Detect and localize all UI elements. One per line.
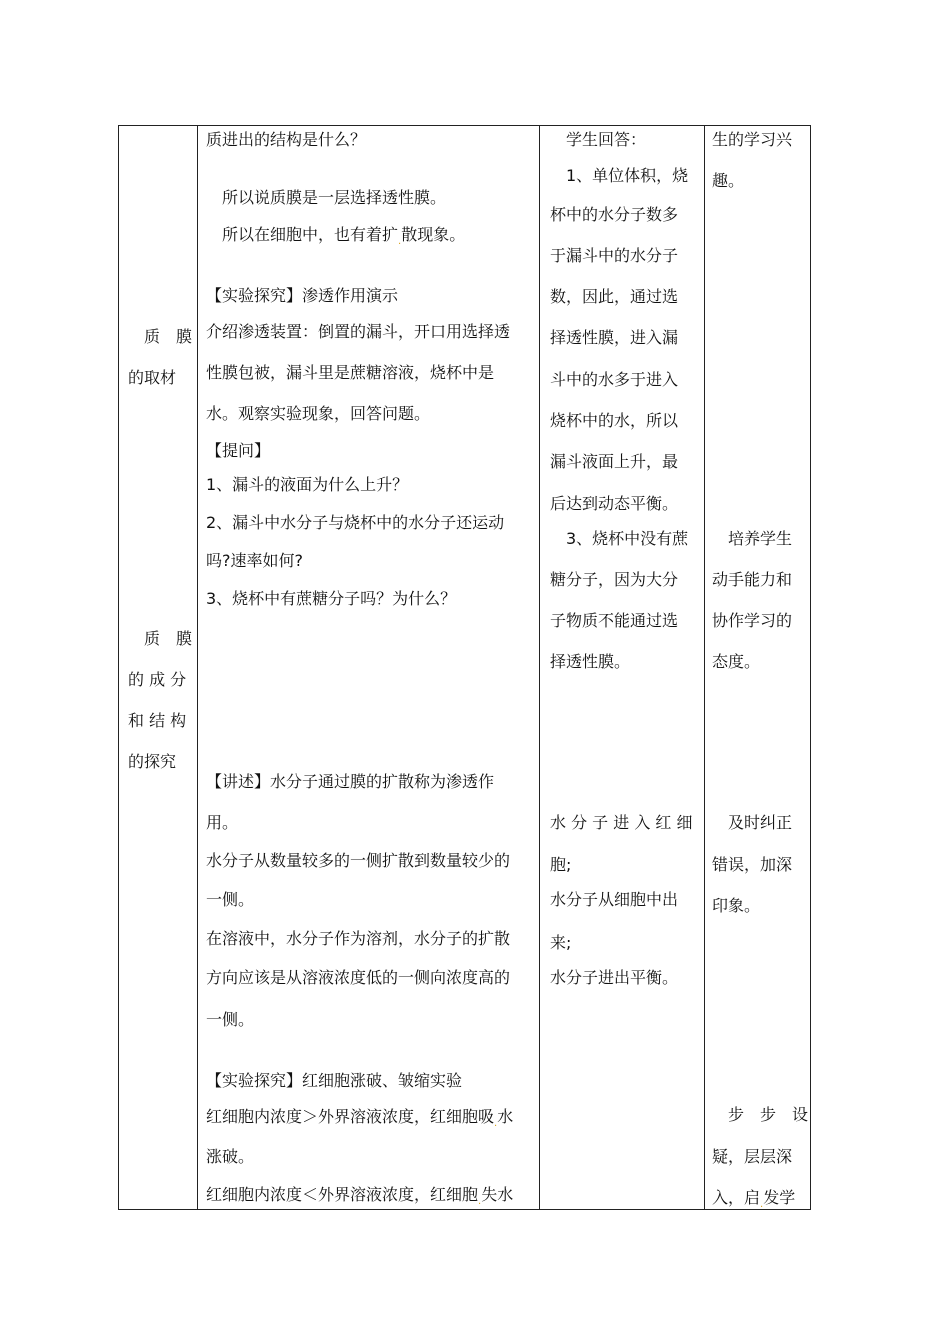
student-text: 水 分 子 进 入 红 细 bbox=[550, 813, 693, 832]
teacher-text: 一侧。 bbox=[206, 890, 255, 909]
section-title-text: 的 成 分 bbox=[128, 670, 187, 689]
student-text: 胞; bbox=[550, 855, 572, 874]
teacher-text: 红细胞内浓度＞外界溶液浓度，红细胞吸$_.$水 bbox=[206, 1107, 514, 1129]
question-text: 1、漏斗的液面为什么上升？ bbox=[206, 475, 409, 494]
student-text: 水分子进出平衡。 bbox=[550, 968, 679, 987]
student-text: 择透性膜。 bbox=[550, 652, 631, 671]
question-heading: 【提问】 bbox=[206, 441, 271, 460]
student-text: 后达到动态平衡。 bbox=[550, 494, 679, 513]
student-text: 杯中的水分子数多 bbox=[550, 205, 679, 224]
experiment-heading: 【实验探究】渗透作用演示 bbox=[206, 286, 399, 305]
question-text: 2、漏斗中水分子与烧杯中的水分子还运动 bbox=[206, 513, 505, 532]
intent-text: 入，启$_.$发学 bbox=[712, 1188, 796, 1210]
teacher-text: 水分子从数量较多的一侧扩散到数量较少的 bbox=[206, 851, 511, 870]
section-title-text: 的取材 bbox=[128, 368, 177, 387]
edit-mark-icon: . bbox=[494, 1118, 498, 1129]
teacher-text: 所以说质膜是一层选择透性膜。 bbox=[222, 188, 447, 207]
student-text: 1、单位体积，烧 bbox=[566, 166, 689, 185]
student-text: 烧杯中的水，所以 bbox=[550, 411, 679, 430]
section-title-text: 和 结 构 bbox=[128, 711, 187, 730]
intent-text: 生的学习兴 bbox=[712, 130, 793, 149]
intent-text: 态度。 bbox=[712, 652, 761, 671]
intent-text: 疑，层层深 bbox=[712, 1147, 793, 1166]
student-text: 于漏斗中的水分子 bbox=[550, 246, 679, 265]
intent-text: 趣。 bbox=[712, 171, 745, 190]
teacher-text: 质进出的结构是什么？ bbox=[206, 130, 367, 149]
student-text: 子物质不能通过选 bbox=[550, 611, 679, 630]
student-text: 水分子从细胞中出 bbox=[550, 890, 679, 909]
teacher-text: 介绍渗透装置：倒置的漏斗，开口用选择透 bbox=[206, 322, 511, 341]
teacher-text: 性膜包被，漏斗里是蔗糖溶液，烧杯中是 bbox=[206, 363, 495, 382]
column-divider bbox=[539, 126, 540, 1209]
section-title-text: 的探究 bbox=[128, 752, 177, 771]
student-text: 漏斗液面上升，最 bbox=[550, 452, 679, 471]
student-text: 学生回答： bbox=[566, 130, 647, 149]
intent-text: 及时纠正 bbox=[728, 813, 793, 832]
experiment-heading: 【实验探究】红细胞涨破、皱缩实验 bbox=[206, 1071, 463, 1090]
question-text: 3、烧杯中有蔗糖分子吗？为什么？ bbox=[206, 589, 457, 608]
teacher-text: 所以在细胞中，也有着扩$_.$散现象。 bbox=[222, 225, 466, 247]
edit-mark-icon: . bbox=[760, 1199, 764, 1210]
student-text: 斗中的水多于进入 bbox=[550, 370, 679, 389]
intent-text: 协作学习的 bbox=[712, 611, 793, 630]
teacher-text: 在溶液中，水分子作为溶剂，水分子的扩散 bbox=[206, 929, 511, 948]
section-title-text: 质 膜 bbox=[144, 327, 193, 346]
intent-text: 错误，加深 bbox=[712, 855, 793, 874]
column-divider bbox=[197, 126, 198, 1209]
intent-text: 步 步 设 bbox=[728, 1105, 809, 1124]
student-text: 来; bbox=[550, 933, 572, 952]
intent-text: 动手能力和 bbox=[712, 570, 793, 589]
intent-text: 印象。 bbox=[712, 896, 761, 915]
student-text: 数，因此，通过选 bbox=[550, 287, 679, 306]
student-text: 3、烧杯中没有蔗 bbox=[566, 529, 689, 548]
column-divider bbox=[704, 126, 705, 1209]
edit-mark-icon: . bbox=[398, 236, 402, 247]
student-text: 糖分子，因为大分 bbox=[550, 570, 679, 589]
section-title-text: 质 膜 bbox=[144, 629, 193, 648]
student-text: 择透性膜，进入漏 bbox=[550, 328, 679, 347]
teacher-text: 涨破。 bbox=[206, 1147, 255, 1166]
teacher-text: 方向应该是从溶液浓度低的一侧向浓度高的 bbox=[206, 968, 511, 987]
edit-mark-icon: . bbox=[478, 1196, 482, 1207]
lecture-heading: 【讲述】水分子通过膜的扩散称为渗透作 bbox=[206, 772, 495, 791]
teacher-text: 红细胞内浓度＜外界溶液浓度，红细胞$_.$失水 bbox=[206, 1185, 514, 1207]
teacher-text: 用。 bbox=[206, 813, 239, 832]
question-text: 吗?速率如何? bbox=[206, 551, 303, 570]
teacher-text: 一侧。 bbox=[206, 1010, 255, 1029]
teacher-text: 水。观察实验现象，回答问题。 bbox=[206, 404, 431, 423]
intent-text: 培养学生 bbox=[728, 529, 793, 548]
